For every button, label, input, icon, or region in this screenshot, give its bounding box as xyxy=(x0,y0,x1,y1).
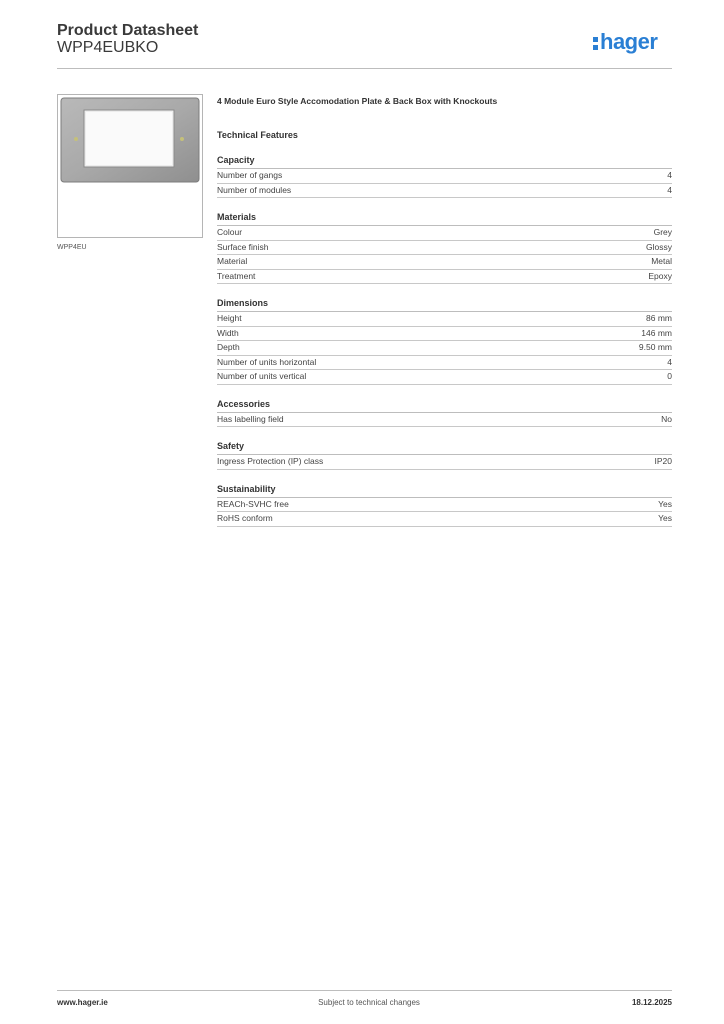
hager-logo xyxy=(592,28,674,56)
product-code: WPP4EUBKO xyxy=(57,39,159,56)
section-sustainability xyxy=(217,484,672,527)
section-safety xyxy=(217,441,672,470)
hager-logo-graphic xyxy=(592,28,674,56)
spec-value: No xyxy=(661,413,672,424)
spec-label: Ingress Protection (IP) class xyxy=(217,456,324,466)
spec-value: 9.50 mm xyxy=(638,342,672,352)
spec-row xyxy=(217,226,672,241)
spec-value: Yes xyxy=(658,498,672,509)
spec-value: 4 xyxy=(667,356,672,367)
spec-row xyxy=(217,370,672,385)
spec-row xyxy=(217,241,672,256)
spec-row xyxy=(217,184,672,199)
spec-row xyxy=(217,413,672,428)
spec-label: Material xyxy=(217,256,248,266)
footer-website: www.hager.ie xyxy=(57,998,108,1007)
spec-label: REACh-SVHC free xyxy=(217,498,289,509)
spec-row xyxy=(217,455,672,470)
spec-row xyxy=(217,312,672,327)
spec-label: Height xyxy=(217,313,242,323)
spec-label: Has labelling field xyxy=(217,413,284,424)
section-materials xyxy=(217,212,672,284)
section-dimensions xyxy=(217,298,672,385)
spec-label: Number of units horizontal xyxy=(217,356,317,367)
spec-label: Number of modules xyxy=(217,184,292,195)
section-title: Accessories xyxy=(217,399,672,413)
spec-value: 86 mm xyxy=(646,313,672,323)
spec-row xyxy=(217,498,672,513)
product-description: 4 Module Euro Style Accomodation Plate & Back Box with Knockouts xyxy=(217,96,498,106)
spec-value: 146 mm xyxy=(641,327,672,338)
spec-label: Number of units vertical xyxy=(217,371,307,381)
spec-value: Epoxy xyxy=(648,270,672,281)
technical-content xyxy=(217,94,672,527)
section-accessories xyxy=(217,399,672,428)
spec-value: 4 xyxy=(667,184,672,195)
footer-date: 18.12.2025 xyxy=(631,998,672,1007)
spec-row xyxy=(217,356,672,371)
spec-row xyxy=(217,270,672,285)
section-title: Sustainability xyxy=(217,484,672,498)
spec-row xyxy=(217,512,672,527)
footer-notice: Subject to technical changes xyxy=(318,998,420,1007)
spec-value: 4 xyxy=(667,170,672,180)
spec-label: Colour xyxy=(217,227,243,237)
spec-row xyxy=(217,169,672,184)
header-divider xyxy=(57,68,672,69)
spec-row xyxy=(217,255,672,270)
spec-value: Metal xyxy=(651,256,672,266)
technical-features-heading: Technical Features xyxy=(217,130,298,140)
spec-label: Number of gangs xyxy=(217,170,283,180)
section-title: Safety xyxy=(217,441,672,455)
spec-label: Width xyxy=(217,327,239,338)
spec-value: Glossy xyxy=(646,241,672,252)
section-title: Dimensions xyxy=(217,298,672,312)
page-title: Product Datasheet xyxy=(57,22,199,39)
spec-row xyxy=(217,341,672,356)
spec-value: 0 xyxy=(667,371,672,381)
spec-row xyxy=(217,327,672,342)
spec-value: IP20 xyxy=(654,456,672,466)
spec-value: Grey xyxy=(653,227,672,237)
footer-divider xyxy=(57,990,672,991)
spec-label: RoHS conform xyxy=(217,513,273,523)
product-image xyxy=(57,94,203,238)
section-title: Materials xyxy=(217,212,672,226)
accomodation-plate-illustration xyxy=(58,95,202,237)
spec-value: Yes xyxy=(658,513,672,523)
spec-label: Surface finish xyxy=(217,241,269,252)
section-capacity xyxy=(217,155,672,198)
section-title: Capacity xyxy=(217,155,672,169)
spec-label: Depth xyxy=(217,342,240,352)
svg-text:hager: hager xyxy=(600,29,658,54)
image-caption: WPP4EU xyxy=(57,244,87,251)
spec-label: Treatment xyxy=(217,270,256,281)
